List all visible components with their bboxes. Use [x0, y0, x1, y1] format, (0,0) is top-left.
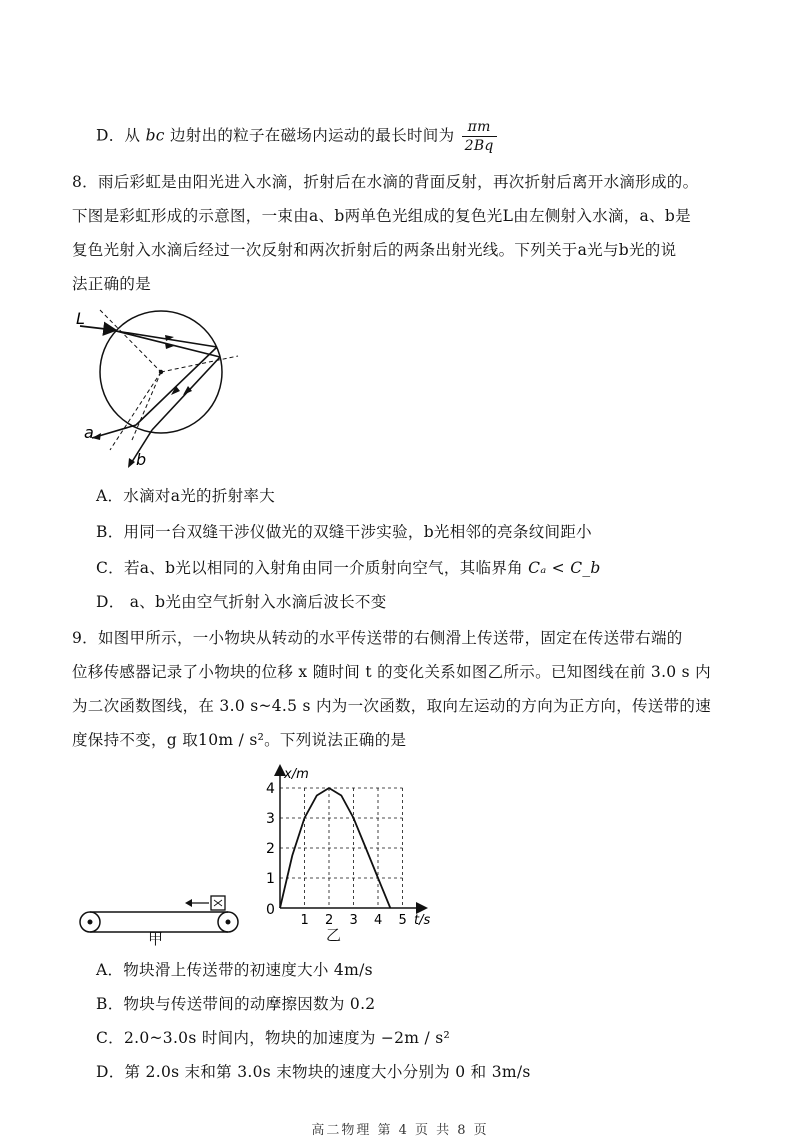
y-axis-label: x/m [284, 767, 309, 782]
x-tick-label: 3 [349, 913, 358, 928]
x-tick-label: 1 [300, 913, 309, 928]
q7-option-d: D．从 bc 边射出的粒子在磁场内运动的最长时间为 $\frac{\pi m}{2Bq}$ [96, 118, 497, 155]
q8-stem-line-2: 下图是彩虹形成的示意图，一束由a、b两单色光组成的复色光L由左侧射入水滴，a、b是 [72, 207, 691, 225]
q9-option-d: D．第 2.0s 末和第 3.0s 末物块的速度大小分别为 0 和 3m/s [96, 1063, 531, 1081]
q8-option-a: A．水滴对a光的折射率大 [96, 487, 276, 505]
q8-option-c: C．若a、b光以相同的入射角由同一介质射向空气，其临界角 Cₐ < C_b [96, 559, 601, 577]
q8-stem-line-1: 8．雨后彩虹是由阳光进入水滴，折射后在水滴的背面反射，再次折射后离开水滴形成的。 [72, 173, 699, 191]
label-a: a [84, 423, 94, 442]
q7-fraction: $\frac{\pi m}{2Bq}$ [462, 118, 497, 155]
chart-grid [280, 788, 403, 908]
q9-stem-line-3: 为二次函数图线，在 3.0 s~4.5 s 内为一次函数，取向左运动的方向为正方向，传送带的速 [72, 697, 712, 715]
page-footer: 高二物理 第 4 页 共 8 页 [311, 1123, 489, 1138]
droplet-center [159, 370, 163, 374]
figure-jia-label: 甲 [148, 930, 164, 948]
raindrop-diagram [70, 300, 250, 480]
origin-label: 0 [266, 902, 275, 918]
q9-stem-line-2: 位移传感器记录了小物块的位移 x 随时间 t 的变化关系如图乙所示。已知图线在前 3.0 s 内 [72, 663, 711, 681]
q8-stem-line-3: 复色光射入水滴后经过一次反射和两次折射后的两条出射光线。下列关于a光与b光的说 [72, 241, 677, 259]
xt-chart [262, 762, 442, 932]
y-tick-label: 2 [266, 841, 275, 857]
x-tick-label: 5 [398, 913, 407, 928]
y-tick-label: 3 [266, 811, 275, 827]
q9-option-a: A．物块滑上传送带的初速度大小 4m/s [96, 961, 373, 979]
x-tick-label: 4 [374, 913, 383, 928]
x-axis-label: t/s [414, 913, 431, 928]
sensor-block [183, 893, 233, 913]
q8-stem-line-4: 法正确的是 [72, 275, 152, 293]
incident-ray [80, 326, 114, 330]
q9-option-c: C．2.0~3.0s 时间内，物块的加速度为 −2m / s² [96, 1029, 451, 1047]
label-b: b [136, 450, 147, 469]
label-L: L [76, 309, 85, 328]
x-tick-label: 2 [325, 913, 334, 928]
q9-stem-line-1: 9．如图甲所示，一小物块从转动的水平传送带的右侧滑上传送带，固定在传送带右端的 [72, 629, 683, 647]
y-tick-label: 4 [266, 781, 275, 797]
q8-option-d: D． a、b光由空气折射入水滴后波长不变 [96, 593, 387, 611]
figure-yi-label: 乙 [326, 926, 342, 944]
q9-option-b: B．物块与传送带间的动摩擦因数为 0.2 [96, 995, 376, 1013]
q8-option-b: B．用同一台双缝干涉仪做光的双缝干涉实验，b光相邻的亮条纹间距小 [96, 523, 592, 541]
reflected-ray-a [136, 347, 217, 425]
q9-stem-line-4: 度保持不变，g 取10m / s²。下列说法正确的是 [72, 731, 407, 749]
y-tick-label: 1 [266, 871, 275, 887]
